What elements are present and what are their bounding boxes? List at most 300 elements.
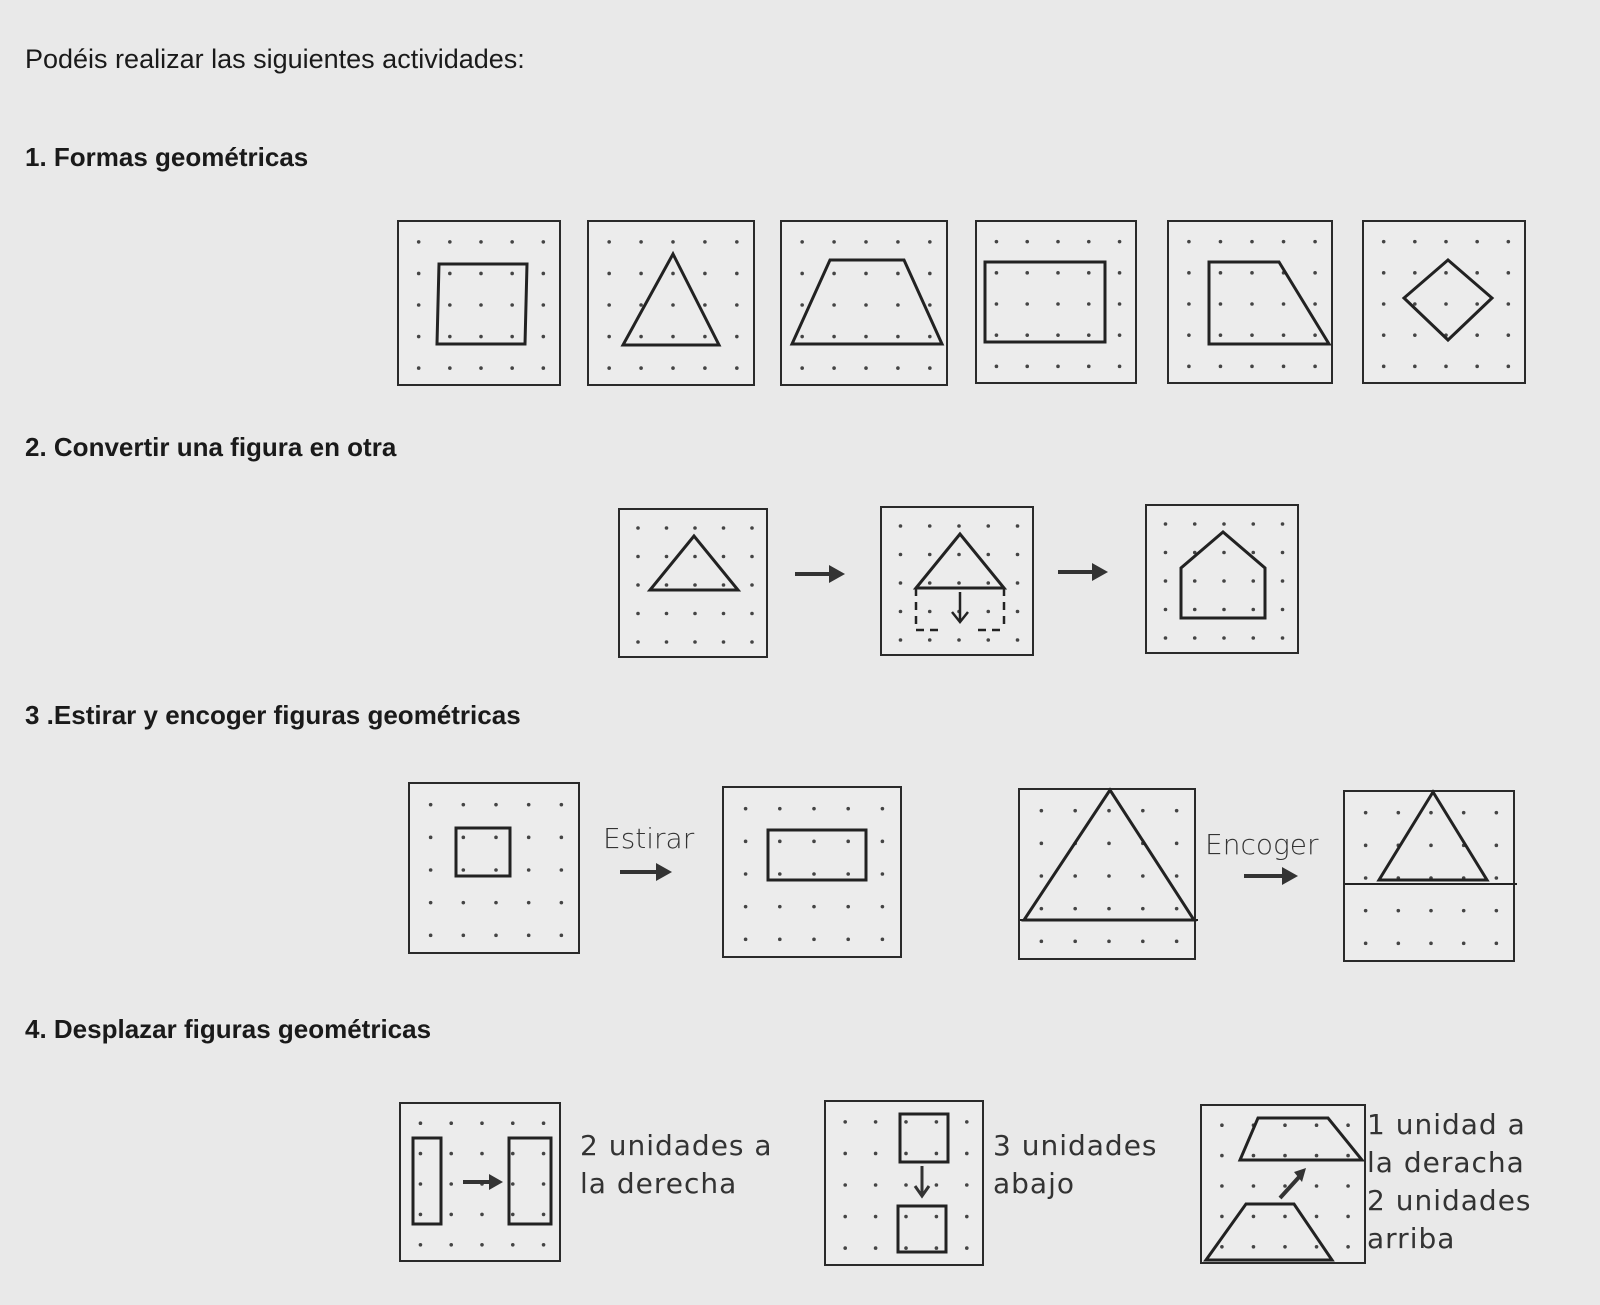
peg: [778, 872, 782, 876]
geoboard-move-right: [399, 1102, 561, 1262]
peg: [995, 365, 999, 369]
peg: [1164, 522, 1168, 526]
peg: [419, 1182, 423, 1186]
peg: [1056, 302, 1060, 306]
peg: [510, 335, 514, 339]
peg: [1040, 940, 1044, 944]
peg: [511, 1243, 515, 1247]
geoboard-trapezoid: [780, 220, 948, 386]
peg: [928, 638, 932, 642]
move-note-1: [580, 1127, 773, 1203]
peg: [703, 240, 707, 244]
peg: [1175, 842, 1179, 846]
peg: [462, 803, 466, 807]
peg: [1220, 1245, 1224, 1249]
peg: [812, 905, 816, 909]
triangle-start-drawing: [620, 510, 770, 660]
geoboard-rhombus: [1362, 220, 1526, 384]
move-note-2-line-2: abajo: [993, 1167, 1075, 1200]
peg: [1016, 581, 1020, 585]
peg: [1444, 302, 1448, 306]
peg: [449, 1152, 453, 1156]
peg: [1175, 940, 1179, 944]
peg: [1222, 636, 1226, 640]
peg: [1107, 809, 1111, 813]
peg: [800, 335, 804, 339]
peg: [1475, 271, 1479, 275]
peg: [1397, 811, 1401, 815]
peg: [1283, 1123, 1287, 1127]
peg: [511, 1213, 515, 1217]
peg: [1219, 240, 1223, 244]
peg: [665, 555, 669, 559]
peg: [1220, 1215, 1224, 1219]
peg: [935, 1152, 939, 1156]
peg: [1222, 551, 1226, 555]
peg: [636, 526, 640, 530]
peg: [1475, 302, 1479, 306]
geoboard-trapezoid-right: [1167, 220, 1333, 384]
peg: [1251, 522, 1255, 526]
peg: [1250, 271, 1254, 275]
peg: [665, 640, 669, 644]
peg: [957, 638, 961, 642]
peg: [1251, 579, 1255, 583]
peg: [1056, 365, 1060, 369]
peg: [965, 1183, 969, 1187]
long-rectangle-drawing: [724, 788, 904, 960]
peg: [1429, 909, 1433, 913]
peg: [1141, 940, 1145, 944]
peg: [1193, 608, 1197, 612]
peg: [560, 934, 564, 938]
peg: [881, 905, 885, 909]
peg: [527, 836, 531, 840]
peg: [1187, 240, 1191, 244]
peg: [1252, 1245, 1256, 1249]
peg: [636, 583, 640, 587]
rhombus-drawing: [1364, 222, 1528, 386]
peg: [419, 1243, 423, 1247]
peg: [1250, 333, 1254, 337]
arrow-right-icon: [795, 562, 847, 586]
rectangle-drawing: [977, 222, 1139, 386]
peg: [1382, 271, 1386, 275]
peg: [846, 840, 850, 844]
peg: [928, 240, 932, 244]
peg: [1056, 271, 1060, 275]
peg: [928, 524, 932, 528]
peg: [671, 335, 675, 339]
peg: [896, 272, 900, 276]
peg: [1475, 240, 1479, 244]
peg: [1346, 1245, 1350, 1249]
peg: [928, 553, 932, 557]
peg: [1315, 1184, 1319, 1188]
peg: [1193, 636, 1197, 640]
peg: [639, 303, 643, 307]
peg: [1250, 365, 1254, 369]
peg: [560, 868, 564, 872]
peg: [542, 1182, 546, 1186]
arrow-right-icon: [620, 860, 674, 884]
geoboard-stretch-end: [722, 786, 902, 958]
section-4-heading: 4. Desplazar figuras geométricas: [25, 1014, 432, 1044]
peg: [693, 555, 697, 559]
peg: [1141, 874, 1145, 878]
peg: [896, 240, 900, 244]
peg: [1283, 1184, 1287, 1188]
peg: [1073, 809, 1077, 813]
peg: [1382, 333, 1386, 337]
peg: [832, 240, 836, 244]
peg: [1250, 240, 1254, 244]
peg: [479, 272, 483, 276]
peg: [1364, 811, 1368, 815]
move-right-drawing: [401, 1104, 563, 1264]
peg: [1118, 240, 1122, 244]
peg: [542, 240, 546, 244]
peg: [1444, 365, 1448, 369]
peg: [965, 1215, 969, 1219]
section-3-heading: 3 .Estirar y encoger figuras geométricas: [25, 700, 521, 730]
peg: [874, 1152, 878, 1156]
peg: [417, 272, 421, 276]
peg: [1040, 809, 1044, 813]
move-note-2-line-1: 3 unidades: [993, 1129, 1158, 1162]
peg: [1313, 240, 1317, 244]
peg: [874, 1246, 878, 1250]
peg: [864, 366, 868, 370]
geoboard-convert-start: [618, 508, 768, 658]
peg: [1507, 302, 1511, 306]
peg: [1118, 333, 1122, 337]
peg: [607, 303, 611, 307]
peg: [1025, 365, 1029, 369]
peg: [1282, 365, 1286, 369]
move-down-drawing: [826, 1102, 986, 1268]
peg: [1141, 809, 1145, 813]
pentagon-drawing: [1147, 506, 1301, 656]
peg: [874, 1183, 878, 1187]
peg: [812, 872, 816, 876]
peg: [1025, 302, 1029, 306]
peg: [986, 581, 990, 585]
geoboard-square: [397, 220, 561, 386]
peg: [1413, 240, 1417, 244]
geoboard-move-down: [824, 1100, 984, 1266]
peg: [722, 612, 726, 616]
peg: [1251, 636, 1255, 640]
peg: [1219, 365, 1223, 369]
peg: [671, 303, 675, 307]
peg: [874, 1215, 878, 1219]
peg: [735, 335, 739, 339]
peg: [1187, 365, 1191, 369]
arrow-right-icon: [1244, 864, 1300, 888]
peg: [1016, 553, 1020, 557]
peg: [750, 640, 754, 644]
peg: [417, 366, 421, 370]
small-rectangle-drawing: [410, 784, 582, 956]
peg: [542, 335, 546, 339]
peg: [1251, 551, 1255, 555]
peg: [800, 366, 804, 370]
peg: [928, 335, 932, 339]
peg: [639, 240, 643, 244]
peg: [846, 938, 850, 942]
peg: [750, 612, 754, 616]
peg: [1087, 240, 1091, 244]
peg: [510, 366, 514, 370]
peg: [417, 303, 421, 307]
peg: [693, 640, 697, 644]
peg: [832, 272, 836, 276]
peg: [1164, 551, 1168, 555]
peg: [735, 240, 739, 244]
peg: [1346, 1215, 1350, 1219]
peg: [1283, 1215, 1287, 1219]
peg: [665, 612, 669, 616]
peg: [671, 272, 675, 276]
move-note-2: [993, 1127, 1158, 1203]
peg: [899, 524, 903, 528]
peg: [703, 272, 707, 276]
peg: [703, 303, 707, 307]
peg: [750, 583, 754, 587]
peg: [462, 934, 466, 938]
peg: [1313, 302, 1317, 306]
peg: [1025, 240, 1029, 244]
peg: [671, 366, 675, 370]
geoboard-rectangle: [975, 220, 1137, 384]
peg: [419, 1121, 423, 1125]
peg: [881, 840, 885, 844]
peg: [1087, 302, 1091, 306]
peg: [744, 840, 748, 844]
peg: [928, 366, 932, 370]
peg: [462, 901, 466, 905]
peg: [843, 1120, 847, 1124]
peg: [986, 553, 990, 557]
peg: [693, 526, 697, 530]
peg: [449, 1182, 453, 1186]
peg: [1346, 1123, 1350, 1127]
peg: [896, 303, 900, 307]
peg: [1507, 333, 1511, 337]
peg: [800, 240, 804, 244]
peg: [429, 803, 433, 807]
peg: [735, 272, 739, 276]
peg: [899, 610, 903, 614]
square-drawing: [399, 222, 563, 388]
peg: [935, 1183, 939, 1187]
peg: [1282, 333, 1286, 337]
peg: [1282, 240, 1286, 244]
peg: [778, 938, 782, 942]
peg: [1281, 579, 1285, 583]
peg: [1413, 271, 1417, 275]
move-note-3-line-1: 1 unidad a: [1367, 1108, 1526, 1141]
peg: [1252, 1184, 1256, 1188]
peg: [1118, 271, 1122, 275]
geoboard-triangle: [587, 220, 755, 386]
peg: [1315, 1245, 1319, 1249]
peg: [843, 1215, 847, 1219]
peg: [693, 612, 697, 616]
peg: [1040, 907, 1044, 911]
section-1-heading: 1. Formas geométricas: [25, 142, 309, 172]
peg: [832, 303, 836, 307]
peg: [899, 638, 903, 642]
peg: [607, 272, 611, 276]
peg: [511, 1152, 515, 1156]
peg: [448, 272, 452, 276]
move-diagonal-drawing: [1202, 1106, 1368, 1266]
peg: [1220, 1123, 1224, 1127]
peg: [1475, 365, 1479, 369]
peg: [1222, 608, 1226, 612]
peg: [1073, 874, 1077, 878]
peg: [1364, 844, 1368, 848]
move-note-3-line-2: la deracha: [1367, 1146, 1525, 1179]
peg: [896, 366, 900, 370]
peg: [896, 335, 900, 339]
peg: [480, 1121, 484, 1125]
peg: [1413, 333, 1417, 337]
peg: [986, 638, 990, 642]
peg: [448, 303, 452, 307]
peg: [1087, 271, 1091, 275]
peg: [928, 303, 932, 307]
peg: [693, 583, 697, 587]
peg: [1462, 909, 1466, 913]
peg: [1397, 942, 1401, 946]
peg: [735, 366, 739, 370]
peg: [1382, 365, 1386, 369]
peg: [846, 872, 850, 876]
peg: [671, 240, 675, 244]
peg: [1346, 1184, 1350, 1188]
peg: [904, 1120, 908, 1124]
peg: [511, 1182, 515, 1186]
peg: [957, 553, 961, 557]
peg: [1495, 811, 1499, 815]
peg: [1193, 579, 1197, 583]
peg: [542, 272, 546, 276]
peg: [1444, 240, 1448, 244]
geoboard-move-diagonal: [1200, 1104, 1366, 1264]
peg: [965, 1120, 969, 1124]
peg: [1382, 302, 1386, 306]
peg: [527, 803, 531, 807]
peg: [778, 807, 782, 811]
triangle-transform-drawing: [882, 508, 1036, 658]
peg: [542, 366, 546, 370]
peg: [904, 1183, 908, 1187]
peg: [899, 553, 903, 557]
peg: [480, 1243, 484, 1247]
peg: [479, 335, 483, 339]
peg: [1429, 942, 1433, 946]
peg: [843, 1183, 847, 1187]
peg: [904, 1215, 908, 1219]
peg: [419, 1213, 423, 1217]
small-triangle-drawing: [1345, 792, 1517, 964]
peg: [935, 1215, 939, 1219]
peg: [636, 555, 640, 559]
peg: [703, 366, 707, 370]
peg: [1315, 1123, 1319, 1127]
geoboard-stretch-start: [408, 782, 580, 954]
move-note-1-line-1: 2 unidades a: [580, 1129, 773, 1162]
peg: [1222, 522, 1226, 526]
move-note-1-line-2: la derecha: [580, 1167, 738, 1200]
peg: [1025, 271, 1029, 275]
peg: [1364, 876, 1368, 880]
peg: [1251, 608, 1255, 612]
peg: [636, 640, 640, 644]
peg: [1219, 271, 1223, 275]
peg: [1364, 909, 1368, 913]
peg: [1250, 302, 1254, 306]
peg: [995, 240, 999, 244]
peg: [542, 303, 546, 307]
peg: [703, 335, 707, 339]
peg: [1187, 271, 1191, 275]
peg: [449, 1243, 453, 1247]
peg: [1107, 907, 1111, 911]
geoboard-shrink-end: [1343, 790, 1515, 962]
move-note-3-line-3: 2 unidades: [1367, 1184, 1532, 1217]
peg: [800, 272, 804, 276]
peg: [1462, 811, 1466, 815]
triangle-drawing: [589, 222, 757, 388]
peg: [832, 366, 836, 370]
peg: [542, 1213, 546, 1217]
peg: [1507, 365, 1511, 369]
peg: [1252, 1154, 1256, 1158]
peg: [722, 583, 726, 587]
peg: [846, 807, 850, 811]
peg: [1313, 365, 1317, 369]
peg: [1016, 638, 1020, 642]
peg: [846, 905, 850, 909]
peg: [494, 803, 498, 807]
peg: [607, 366, 611, 370]
peg: [1187, 302, 1191, 306]
peg: [1495, 876, 1499, 880]
peg: [1462, 942, 1466, 946]
peg: [1495, 844, 1499, 848]
arrow-right-icon: [1058, 560, 1110, 584]
peg: [429, 868, 433, 872]
peg: [1040, 842, 1044, 846]
peg: [928, 581, 932, 585]
peg: [510, 240, 514, 244]
peg: [665, 583, 669, 587]
peg: [1429, 811, 1433, 815]
peg: [750, 526, 754, 530]
peg: [1107, 874, 1111, 878]
geoboard-convert-middle: [880, 506, 1034, 656]
peg: [744, 938, 748, 942]
peg: [965, 1246, 969, 1250]
peg: [1282, 302, 1286, 306]
peg: [494, 868, 498, 872]
peg: [995, 333, 999, 337]
peg: [864, 240, 868, 244]
